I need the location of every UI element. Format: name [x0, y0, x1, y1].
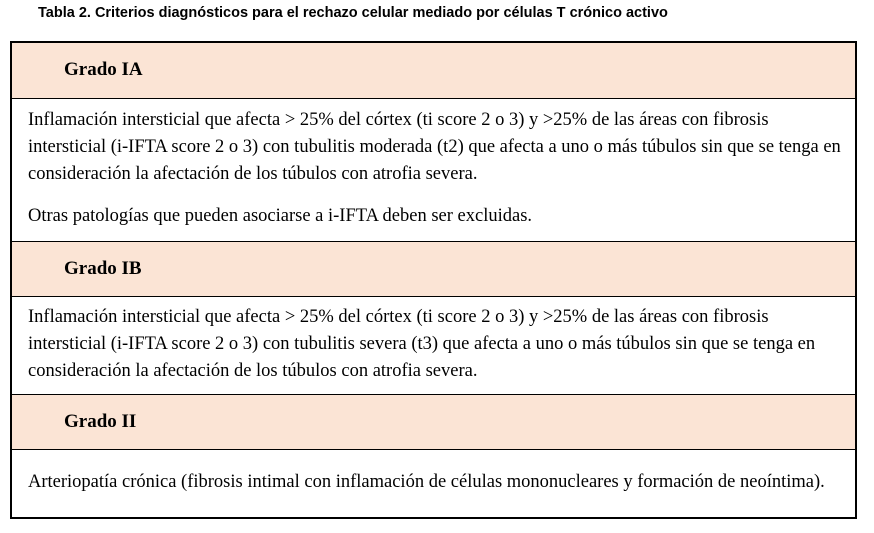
grade-description-row	[11, 98, 856, 241]
description-paragraph: Otras patologías que pueden asociarse a i-IFTA deben ser excluidas.	[28, 206, 533, 226]
grade-description-row	[11, 449, 856, 518]
grade-description-row	[11, 296, 856, 394]
grade-ii-label: Grado II	[11, 394, 856, 449]
grade-ib-description	[11, 296, 856, 394]
description-paragraph: Arteriopatía crónica (fibrosis intimal con inflamación de células mononucleares y formación de neoíntima).	[28, 471, 825, 492]
grade-ii-description	[11, 449, 856, 518]
description-paragraph: Inflamación intersticial que afecta > 25% del córtex (ti score 2 o 3) y >25% de las áreas con fibrosis intersticial (i-IFTA score 2 o 3) con tubulitis moderada (t2) que afecta a uno o más túbulos sin que se tenga en consideración la afectación de los túbulos con atrofia severa.	[28, 110, 841, 184]
grade-header-row	[11, 394, 856, 449]
description-paragraph: Inflamación intersticial que afecta > 25% del córtex (ti score 2 o 3) y >25% de las áreas con fibrosis intersticial (i-IFTA score 2 o 3) con tubulitis severa (t3) que afecta a uno o más túbulos sin que se tenga en consideración la afectación de los túbulos con atrofia severa.	[28, 306, 816, 381]
grade-header-row	[11, 241, 856, 296]
grade-header-row	[11, 42, 856, 98]
grade-ia-label: Grado IA	[11, 42, 856, 98]
criteria-table	[10, 41, 857, 519]
grade-ia-description	[11, 98, 856, 241]
table-caption: Tabla 2. Criterios diagnósticos para el rechazo celular mediado por células T crónico activo	[38, 5, 668, 21]
grade-ib-label: Grado IB	[11, 241, 856, 296]
